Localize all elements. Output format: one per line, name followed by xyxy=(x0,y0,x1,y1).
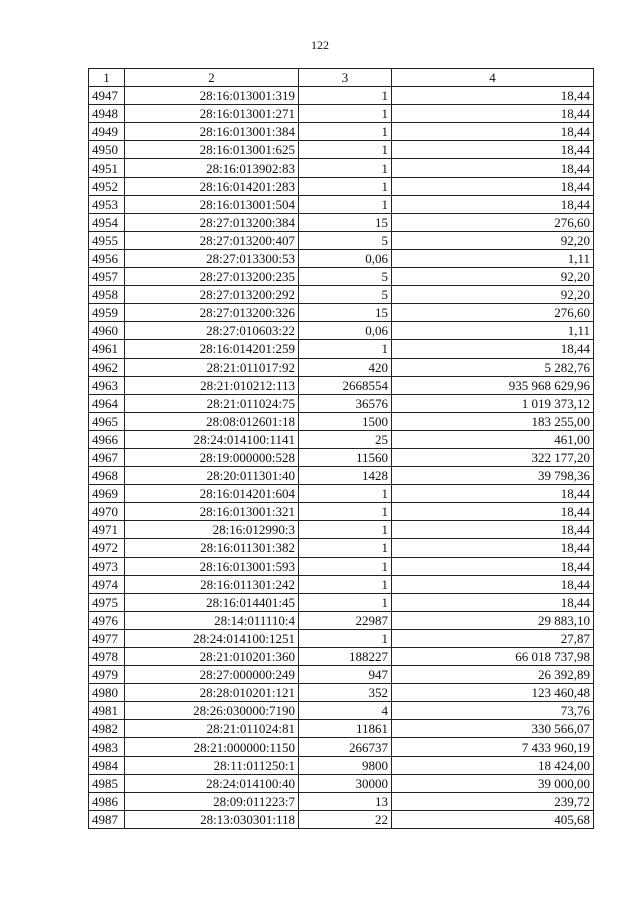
amount-cell: 183 255,00 xyxy=(392,412,594,430)
cadastral-number-cell: 28:27:013200:384 xyxy=(125,213,299,231)
amount-cell: 18,44 xyxy=(392,575,594,593)
table-row xyxy=(89,268,594,286)
table-row xyxy=(89,593,594,611)
cadastral-number-cell: 28:24:014100:40 xyxy=(125,774,299,792)
table-row xyxy=(89,720,594,738)
cadastral-number-cell: 28:16:013001:625 xyxy=(125,141,299,159)
table-row xyxy=(89,87,594,105)
cadastral-number-cell: 28:27:000000:249 xyxy=(125,666,299,684)
amount-cell: 39 798,36 xyxy=(392,467,594,485)
cadastral-number-cell: 28:21:011017:92 xyxy=(125,358,299,376)
cadastral-number-cell: 28:09:011223:7 xyxy=(125,792,299,810)
area-cell: 266737 xyxy=(299,738,392,756)
cadastral-number-cell: 28:16:013001:271 xyxy=(125,105,299,123)
table-row xyxy=(89,792,594,810)
area-cell: 0,06 xyxy=(299,322,392,340)
area-cell: 13 xyxy=(299,792,392,810)
cadastral-number-cell: 28:16:013001:321 xyxy=(125,503,299,521)
area-cell: 1 xyxy=(299,575,392,593)
area-cell: 2668554 xyxy=(299,376,392,394)
amount-cell: 26 392,89 xyxy=(392,666,594,684)
cadastral-number-cell: 28:27:013200:235 xyxy=(125,268,299,286)
amount-cell: 322 177,20 xyxy=(392,448,594,466)
cadastral-number-cell: 28:27:013200:292 xyxy=(125,286,299,304)
amount-cell: 92,20 xyxy=(392,286,594,304)
area-cell: 1 xyxy=(299,123,392,141)
header-row xyxy=(89,69,594,87)
cadastral-number-cell: 28:16:013001:593 xyxy=(125,557,299,575)
amount-cell: 18,44 xyxy=(392,195,594,213)
area-cell: 1 xyxy=(299,503,392,521)
cadastral-number-cell: 28:11:011250:1 xyxy=(125,756,299,774)
page-number: 122 xyxy=(311,38,329,52)
row-number-cell: 4954 xyxy=(89,213,125,231)
cadastral-number-cell: 28:27:013200:407 xyxy=(125,231,299,249)
table-row xyxy=(89,684,594,702)
cadastral-number-cell: 28:16:013001:384 xyxy=(125,123,299,141)
amount-cell: 18 424,00 xyxy=(392,756,594,774)
table-row xyxy=(89,666,594,684)
cadastral-number-cell: 28:16:011301:382 xyxy=(125,539,299,557)
amount-cell: 1,11 xyxy=(392,249,594,267)
amount-cell: 276,60 xyxy=(392,213,594,231)
cadastral-number-cell: 28:16:013001:504 xyxy=(125,195,299,213)
cadastral-number-cell: 28:13:030301:118 xyxy=(125,810,299,828)
row-number-cell: 4966 xyxy=(89,430,125,448)
cadastral-number-cell: 28:28:010201:121 xyxy=(125,684,299,702)
row-number-cell: 4951 xyxy=(89,159,125,177)
table-row xyxy=(89,629,594,647)
area-cell: 188227 xyxy=(299,648,392,666)
cadastral-number-cell: 28:24:014100:1141 xyxy=(125,430,299,448)
cadastral-number-cell: 28:21:010201:360 xyxy=(125,648,299,666)
area-cell: 1 xyxy=(299,340,392,358)
column-header-3: 3 xyxy=(299,69,392,87)
row-number-cell: 4964 xyxy=(89,394,125,412)
area-cell: 1 xyxy=(299,141,392,159)
cadastral-number-cell: 28:16:012990:3 xyxy=(125,521,299,539)
area-cell: 1 xyxy=(299,195,392,213)
cadastral-number-cell: 28:16:013001:319 xyxy=(125,87,299,105)
table-row xyxy=(89,322,594,340)
amount-cell: 29 883,10 xyxy=(392,611,594,629)
area-cell: 5 xyxy=(299,231,392,249)
table-row xyxy=(89,557,594,575)
row-number-cell: 4959 xyxy=(89,304,125,322)
table-row xyxy=(89,159,594,177)
table-row xyxy=(89,521,594,539)
amount-cell: 18,44 xyxy=(392,340,594,358)
area-cell: 5 xyxy=(299,286,392,304)
row-number-cell: 4981 xyxy=(89,702,125,720)
cadastral-number-cell: 28:26:030000:7190 xyxy=(125,702,299,720)
amount-cell: 27,87 xyxy=(392,629,594,647)
cadastral-number-cell: 28:16:014201:259 xyxy=(125,340,299,358)
table-row xyxy=(89,485,594,503)
table-row xyxy=(89,376,594,394)
amount-cell: 1,11 xyxy=(392,322,594,340)
cadastral-number-cell: 28:21:000000:1150 xyxy=(125,738,299,756)
area-cell: 11861 xyxy=(299,720,392,738)
row-number-cell: 4978 xyxy=(89,648,125,666)
amount-cell: 18,44 xyxy=(392,141,594,159)
row-number-cell: 4965 xyxy=(89,412,125,430)
table-row xyxy=(89,611,594,629)
area-cell: 1 xyxy=(299,521,392,539)
cadastral-number-cell: 28:27:010603:22 xyxy=(125,322,299,340)
area-cell: 1 xyxy=(299,593,392,611)
area-cell: 9800 xyxy=(299,756,392,774)
amount-cell: 405,68 xyxy=(392,810,594,828)
area-cell: 30000 xyxy=(299,774,392,792)
area-cell: 947 xyxy=(299,666,392,684)
amount-cell: 92,20 xyxy=(392,231,594,249)
table-row xyxy=(89,503,594,521)
row-number-cell: 4985 xyxy=(89,774,125,792)
area-cell: 1 xyxy=(299,105,392,123)
amount-cell: 5 282,76 xyxy=(392,358,594,376)
area-cell: 0,06 xyxy=(299,249,392,267)
table-row xyxy=(89,430,594,448)
area-cell: 1 xyxy=(299,159,392,177)
row-number-cell: 4968 xyxy=(89,467,125,485)
table-row xyxy=(89,575,594,593)
row-number-cell: 4955 xyxy=(89,231,125,249)
table-row xyxy=(89,304,594,322)
table-row xyxy=(89,249,594,267)
cadastral-number-cell: 28:21:010212:113 xyxy=(125,376,299,394)
area-cell: 25 xyxy=(299,430,392,448)
row-number-cell: 4961 xyxy=(89,340,125,358)
table-row xyxy=(89,213,594,231)
cadastral-number-cell: 28:16:014201:283 xyxy=(125,177,299,195)
row-number-cell: 4962 xyxy=(89,358,125,376)
row-number-cell: 4958 xyxy=(89,286,125,304)
row-number-cell: 4960 xyxy=(89,322,125,340)
cadastral-number-cell: 28:16:014201:604 xyxy=(125,485,299,503)
table-row xyxy=(89,738,594,756)
data-table xyxy=(88,68,594,829)
amount-cell: 276,60 xyxy=(392,304,594,322)
row-number-cell: 4970 xyxy=(89,503,125,521)
row-number-cell: 4977 xyxy=(89,629,125,647)
table-row xyxy=(89,394,594,412)
table-row xyxy=(89,286,594,304)
amount-cell: 18,44 xyxy=(392,177,594,195)
area-cell: 352 xyxy=(299,684,392,702)
row-number-cell: 4973 xyxy=(89,557,125,575)
table-row xyxy=(89,467,594,485)
amount-cell: 18,44 xyxy=(392,485,594,503)
cadastral-number-cell: 28:21:011024:81 xyxy=(125,720,299,738)
area-cell: 22 xyxy=(299,810,392,828)
amount-cell: 73,76 xyxy=(392,702,594,720)
cadastral-number-cell: 28:16:011301:242 xyxy=(125,575,299,593)
row-number-cell: 4967 xyxy=(89,448,125,466)
column-header-2: 2 xyxy=(125,69,299,87)
table-row xyxy=(89,756,594,774)
row-number-cell: 4982 xyxy=(89,720,125,738)
area-cell: 11560 xyxy=(299,448,392,466)
row-number-cell: 4976 xyxy=(89,611,125,629)
table-row xyxy=(89,340,594,358)
cadastral-number-cell: 28:27:013300:53 xyxy=(125,249,299,267)
amount-cell: 461,00 xyxy=(392,430,594,448)
amount-cell: 18,44 xyxy=(392,123,594,141)
cadastral-number-cell: 28:27:013200:326 xyxy=(125,304,299,322)
amount-cell: 1 019 373,12 xyxy=(392,394,594,412)
area-cell: 1 xyxy=(299,539,392,557)
column-header-4: 4 xyxy=(392,69,594,87)
table-row xyxy=(89,648,594,666)
area-cell: 36576 xyxy=(299,394,392,412)
cadastral-number-cell: 28:21:011024:75 xyxy=(125,394,299,412)
area-cell: 1 xyxy=(299,87,392,105)
amount-cell: 18,44 xyxy=(392,159,594,177)
area-cell: 15 xyxy=(299,304,392,322)
row-number-cell: 4969 xyxy=(89,485,125,503)
row-number-cell: 4986 xyxy=(89,792,125,810)
cadastral-number-cell: 28:24:014100:1251 xyxy=(125,629,299,647)
area-cell: 1 xyxy=(299,629,392,647)
column-header-1: 1 xyxy=(89,69,125,87)
row-number-cell: 4971 xyxy=(89,521,125,539)
amount-cell: 18,44 xyxy=(392,87,594,105)
table-row xyxy=(89,412,594,430)
cadastral-number-cell: 28:16:013902:83 xyxy=(125,159,299,177)
row-number-cell: 4983 xyxy=(89,738,125,756)
amount-cell: 18,44 xyxy=(392,557,594,575)
area-cell: 1 xyxy=(299,557,392,575)
row-number-cell: 4956 xyxy=(89,249,125,267)
cadastral-number-cell: 28:16:014401:45 xyxy=(125,593,299,611)
table-body xyxy=(89,87,594,829)
row-number-cell: 4953 xyxy=(89,195,125,213)
row-number-cell: 4949 xyxy=(89,123,125,141)
amount-cell: 18,44 xyxy=(392,593,594,611)
table-row xyxy=(89,358,594,376)
row-number-cell: 4974 xyxy=(89,575,125,593)
amount-cell: 18,44 xyxy=(392,503,594,521)
amount-cell: 7 433 960,19 xyxy=(392,738,594,756)
table-row xyxy=(89,231,594,249)
row-number-cell: 4972 xyxy=(89,539,125,557)
cadastral-number-cell: 28:19:000000:528 xyxy=(125,448,299,466)
area-cell: 22987 xyxy=(299,611,392,629)
row-number-cell: 4987 xyxy=(89,810,125,828)
table-row xyxy=(89,105,594,123)
cadastral-number-cell: 28:14:011110:4 xyxy=(125,611,299,629)
row-number-cell: 4952 xyxy=(89,177,125,195)
amount-cell: 92,20 xyxy=(392,268,594,286)
amount-cell: 935 968 629,96 xyxy=(392,376,594,394)
row-number-cell: 4984 xyxy=(89,756,125,774)
table-row xyxy=(89,539,594,557)
area-cell: 15 xyxy=(299,213,392,231)
table-row xyxy=(89,141,594,159)
amount-cell: 18,44 xyxy=(392,105,594,123)
row-number-cell: 4979 xyxy=(89,666,125,684)
row-number-cell: 4947 xyxy=(89,87,125,105)
amount-cell: 39 000,00 xyxy=(392,774,594,792)
row-number-cell: 4957 xyxy=(89,268,125,286)
area-cell: 1500 xyxy=(299,412,392,430)
area-cell: 1 xyxy=(299,485,392,503)
table-row xyxy=(89,702,594,720)
amount-cell: 66 018 737,98 xyxy=(392,648,594,666)
area-cell: 1428 xyxy=(299,467,392,485)
table-row xyxy=(89,195,594,213)
cadastral-number-cell: 28:08:012601:18 xyxy=(125,412,299,430)
amount-cell: 18,44 xyxy=(392,539,594,557)
amount-cell: 123 460,48 xyxy=(392,684,594,702)
row-number-cell: 4980 xyxy=(89,684,125,702)
area-cell: 1 xyxy=(299,177,392,195)
table-row xyxy=(89,448,594,466)
row-number-cell: 4950 xyxy=(89,141,125,159)
cadastral-number-cell: 28:20:011301:40 xyxy=(125,467,299,485)
area-cell: 5 xyxy=(299,268,392,286)
table-row xyxy=(89,123,594,141)
table-row xyxy=(89,774,594,792)
table-row xyxy=(89,810,594,828)
row-number-cell: 4948 xyxy=(89,105,125,123)
area-cell: 4 xyxy=(299,702,392,720)
row-number-cell: 4963 xyxy=(89,376,125,394)
amount-cell: 239,72 xyxy=(392,792,594,810)
table-row xyxy=(89,177,594,195)
area-cell: 420 xyxy=(299,358,392,376)
amount-cell: 330 566,07 xyxy=(392,720,594,738)
row-number-cell: 4975 xyxy=(89,593,125,611)
amount-cell: 18,44 xyxy=(392,521,594,539)
